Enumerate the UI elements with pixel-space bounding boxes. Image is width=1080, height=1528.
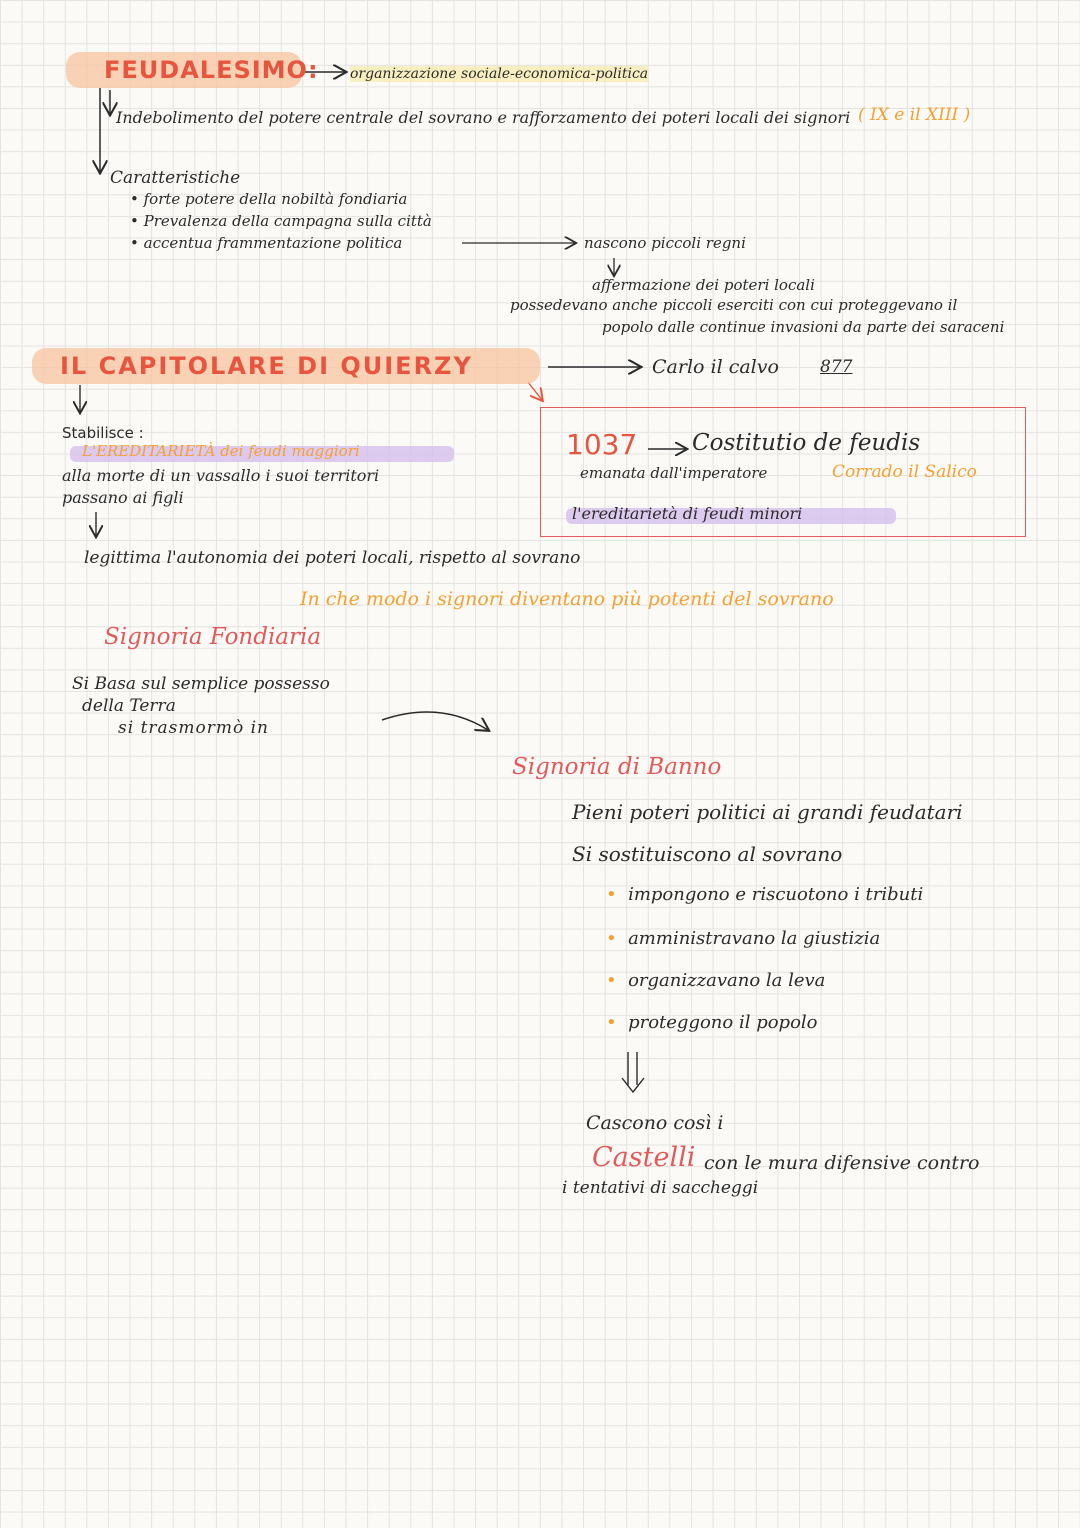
page-title: FEUDALESIMO: (104, 56, 319, 84)
fondiaria-line-2: della Terra (82, 696, 176, 716)
stabilisce-label: Stabilisce : (62, 424, 144, 442)
signoria-fondiaria-title: Signoria Fondiaria (104, 624, 322, 650)
banno-item-3-text: organizzavano la leva (628, 970, 826, 991)
legitimacy-line: legittima l'autonomia dei poteri locali, rispetto al sovrano (84, 548, 581, 568)
capitolare-year: 877 (820, 357, 853, 377)
characteristic-item-1: • forte potere della nobiltà fondiaria (130, 190, 408, 208)
definition-text: organizzazione sociale-economica-politica (350, 66, 649, 82)
signoria-banno-title: Signoria di Banno (512, 754, 722, 780)
fondiaria-line-1: Si Basa sul semplice possesso (72, 674, 330, 694)
possession-line-1: possedevano anche piccoli eserciti con cui proteggevano il (510, 296, 958, 314)
constitutio-year: 1037 (566, 428, 638, 461)
pass-to-children-line: passano ai figli (62, 488, 184, 507)
banno-item-4: • proteggono il popolo (606, 1012, 818, 1033)
constitutio-title: Costitutio de feudis (692, 430, 921, 456)
characteristics-heading: Caratteristiche (110, 168, 241, 188)
banno-item-1-text: impongono e riscuotono i tributi (628, 884, 924, 905)
period-text: ( IX e il XIII ) (858, 105, 971, 125)
consequence-regni: nascono piccoli regni (584, 234, 746, 252)
question-line: In che modo i signori diventano più potenti del sovrano (300, 588, 834, 610)
castelli-word: Castelli (592, 1142, 696, 1173)
ruler-name: Carlo il calvo (652, 356, 779, 378)
fondiaria-line-3: si trasmormò in (118, 718, 270, 738)
consequence-poteri-locali: affermazione dei poteri locali (592, 276, 815, 294)
result-line-1: Cascono così i (586, 1112, 724, 1134)
banno-item-2-text: amministravano la giustizia (628, 928, 881, 949)
heredity-major: L'EREDITARIETÀ dei feudi maggiori (82, 442, 360, 460)
constitutio-emperor: Corrado il Salico (832, 462, 977, 482)
possession-line-2: popolo dalle continue invasioni da parte dei saraceni (602, 318, 1005, 336)
arrow-double-down-head (622, 1078, 644, 1092)
vassal-death-line: alla morte di un vassallo i suoi territori (62, 466, 380, 485)
characteristic-item-1-text: forte potere della nobiltà fondiaria (143, 190, 408, 208)
characteristic-item-3: • accentua frammentazione politica (130, 234, 403, 252)
characteristic-item-2-text: Prevalenza della campagna sulla città (143, 212, 432, 230)
result-line-2: con le mura difensive contro (704, 1152, 980, 1174)
result-line-3: i tentativi di saccheggi (562, 1178, 759, 1198)
heredity-minor: l'ereditarietà di feudi minori (572, 504, 803, 523)
arrow-capitolare-box (528, 382, 542, 400)
banno-item-2: • amministravano la giustizia (606, 928, 881, 949)
characteristic-item-3-text: accentua frammentazione politica (143, 234, 403, 252)
banno-item-4-text: proteggono il popolo (628, 1012, 818, 1033)
banno-item-1: • impongono e riscuotono i tributi (606, 884, 924, 905)
banno-line-2: Si sostituiscono al sovrano (572, 842, 843, 866)
characteristic-item-2: • Prevalenza della campagna sulla città (130, 212, 432, 230)
constitutio-issued: emanata dall'imperatore (580, 464, 768, 482)
banno-line-1: Pieni poteri politici ai grandi feudatari (572, 800, 963, 824)
banno-item-3: • organizzavano la leva (606, 970, 826, 991)
cause-text: Indebolimento del potere centrale del sovrano e rafforzamento dei poteri locali dei signori (116, 108, 851, 127)
arrow-fondiaria-banno (382, 712, 488, 730)
capitolare-title: IL CAPITOLARE DI QUIERZY (60, 352, 473, 380)
